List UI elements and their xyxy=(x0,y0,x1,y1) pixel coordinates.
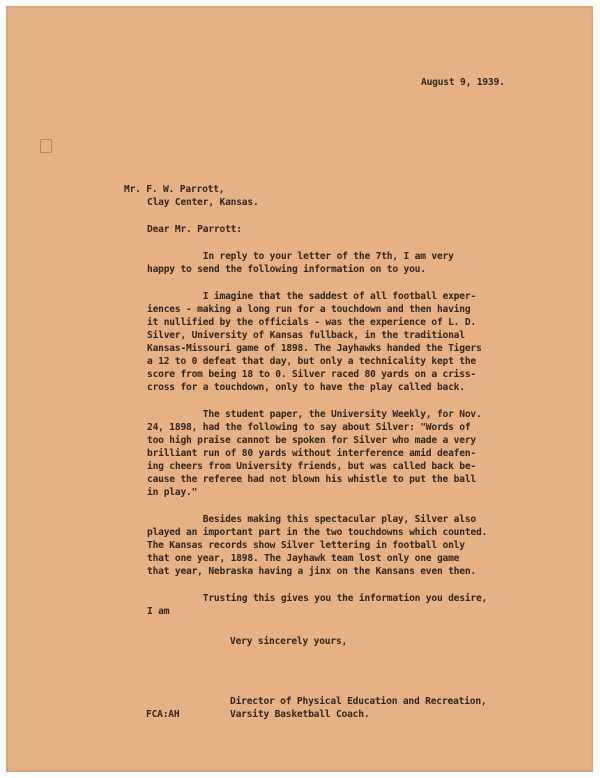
recipient-location: Clay Center, Kansas. xyxy=(147,197,259,208)
paragraph-line: The Kansas records show Silver lettering in football only xyxy=(147,540,465,551)
paragraph-line: happy to send the following information on to you. xyxy=(147,264,426,275)
paragraph-line: cause the referee had not blown his whistle to put the ball xyxy=(147,474,476,485)
paragraph-line: that year, Nebraska having a jinx on the Kansans even then. xyxy=(147,566,476,577)
paragraph-line: I am xyxy=(147,606,170,617)
paragraph-line: The student paper, the University Weekly, for Nov. xyxy=(147,409,482,420)
paragraph-line: I imagine that the saddest of all football exper- xyxy=(147,291,476,302)
paragraph-line: cross for a touchdown, only to have the play called back. xyxy=(147,382,465,393)
paragraph-line: too high praise cannot be spoken for Silver who made a very xyxy=(147,435,476,446)
paragraph-line: In reply to your letter of the 7th, I am very xyxy=(147,251,454,262)
paragraph-line: played an important part in the two touchdowns which counted. xyxy=(147,527,488,538)
signature-title-line-1: Director of Physical Education and Recreation, xyxy=(230,696,487,707)
paragraph-line: ing cheers from University friends, but was called back be- xyxy=(147,461,476,472)
closing: Very sincerely yours, xyxy=(230,636,348,647)
paragraph-line: in play." xyxy=(147,487,198,498)
paragraph-line: brilliant run of 80 yards without interference amid deafen- xyxy=(147,448,476,459)
paragraph-line: it nullified by the officials - was the experience of L. D. xyxy=(147,317,476,328)
letter-page xyxy=(6,6,593,772)
paragraph-line: 24, 1898, had the following to say about Silver: "Words of xyxy=(147,422,471,433)
punch-hole-mark xyxy=(40,139,52,153)
paragraph-line: Silver, University of Kansas fullback, in the traditional xyxy=(147,330,465,341)
paragraph-line: score from being 18 to 0. Silver raced 80 yards on a criss- xyxy=(147,369,476,380)
typist-initials: FCA:AH xyxy=(146,709,180,720)
signature-title-line-2: Varsity Basketball Coach. xyxy=(230,709,370,720)
paragraph-line: Kansas-Missouri game of 1898. The Jayhawks handed the Tigers xyxy=(147,343,482,354)
paragraph-line: that one year, 1898. The Jayhawk team lost only one game xyxy=(147,553,460,564)
paragraph-line: iences - making a long run for a touchdown and then having xyxy=(147,304,471,315)
paragraph-line: Trusting this gives you the information you desire, xyxy=(147,593,488,604)
paragraph-line: Besides making this spectacular play, Silver also xyxy=(147,514,476,525)
recipient-name: Mr. F. W. Parrott, xyxy=(124,184,225,195)
letter-date: August 9, 1939. xyxy=(421,77,505,88)
paragraph-line: a 12 to 0 defeat that day, but only a technicality kept the xyxy=(147,356,476,367)
salutation: Dear Mr. Parrott: xyxy=(147,224,242,235)
